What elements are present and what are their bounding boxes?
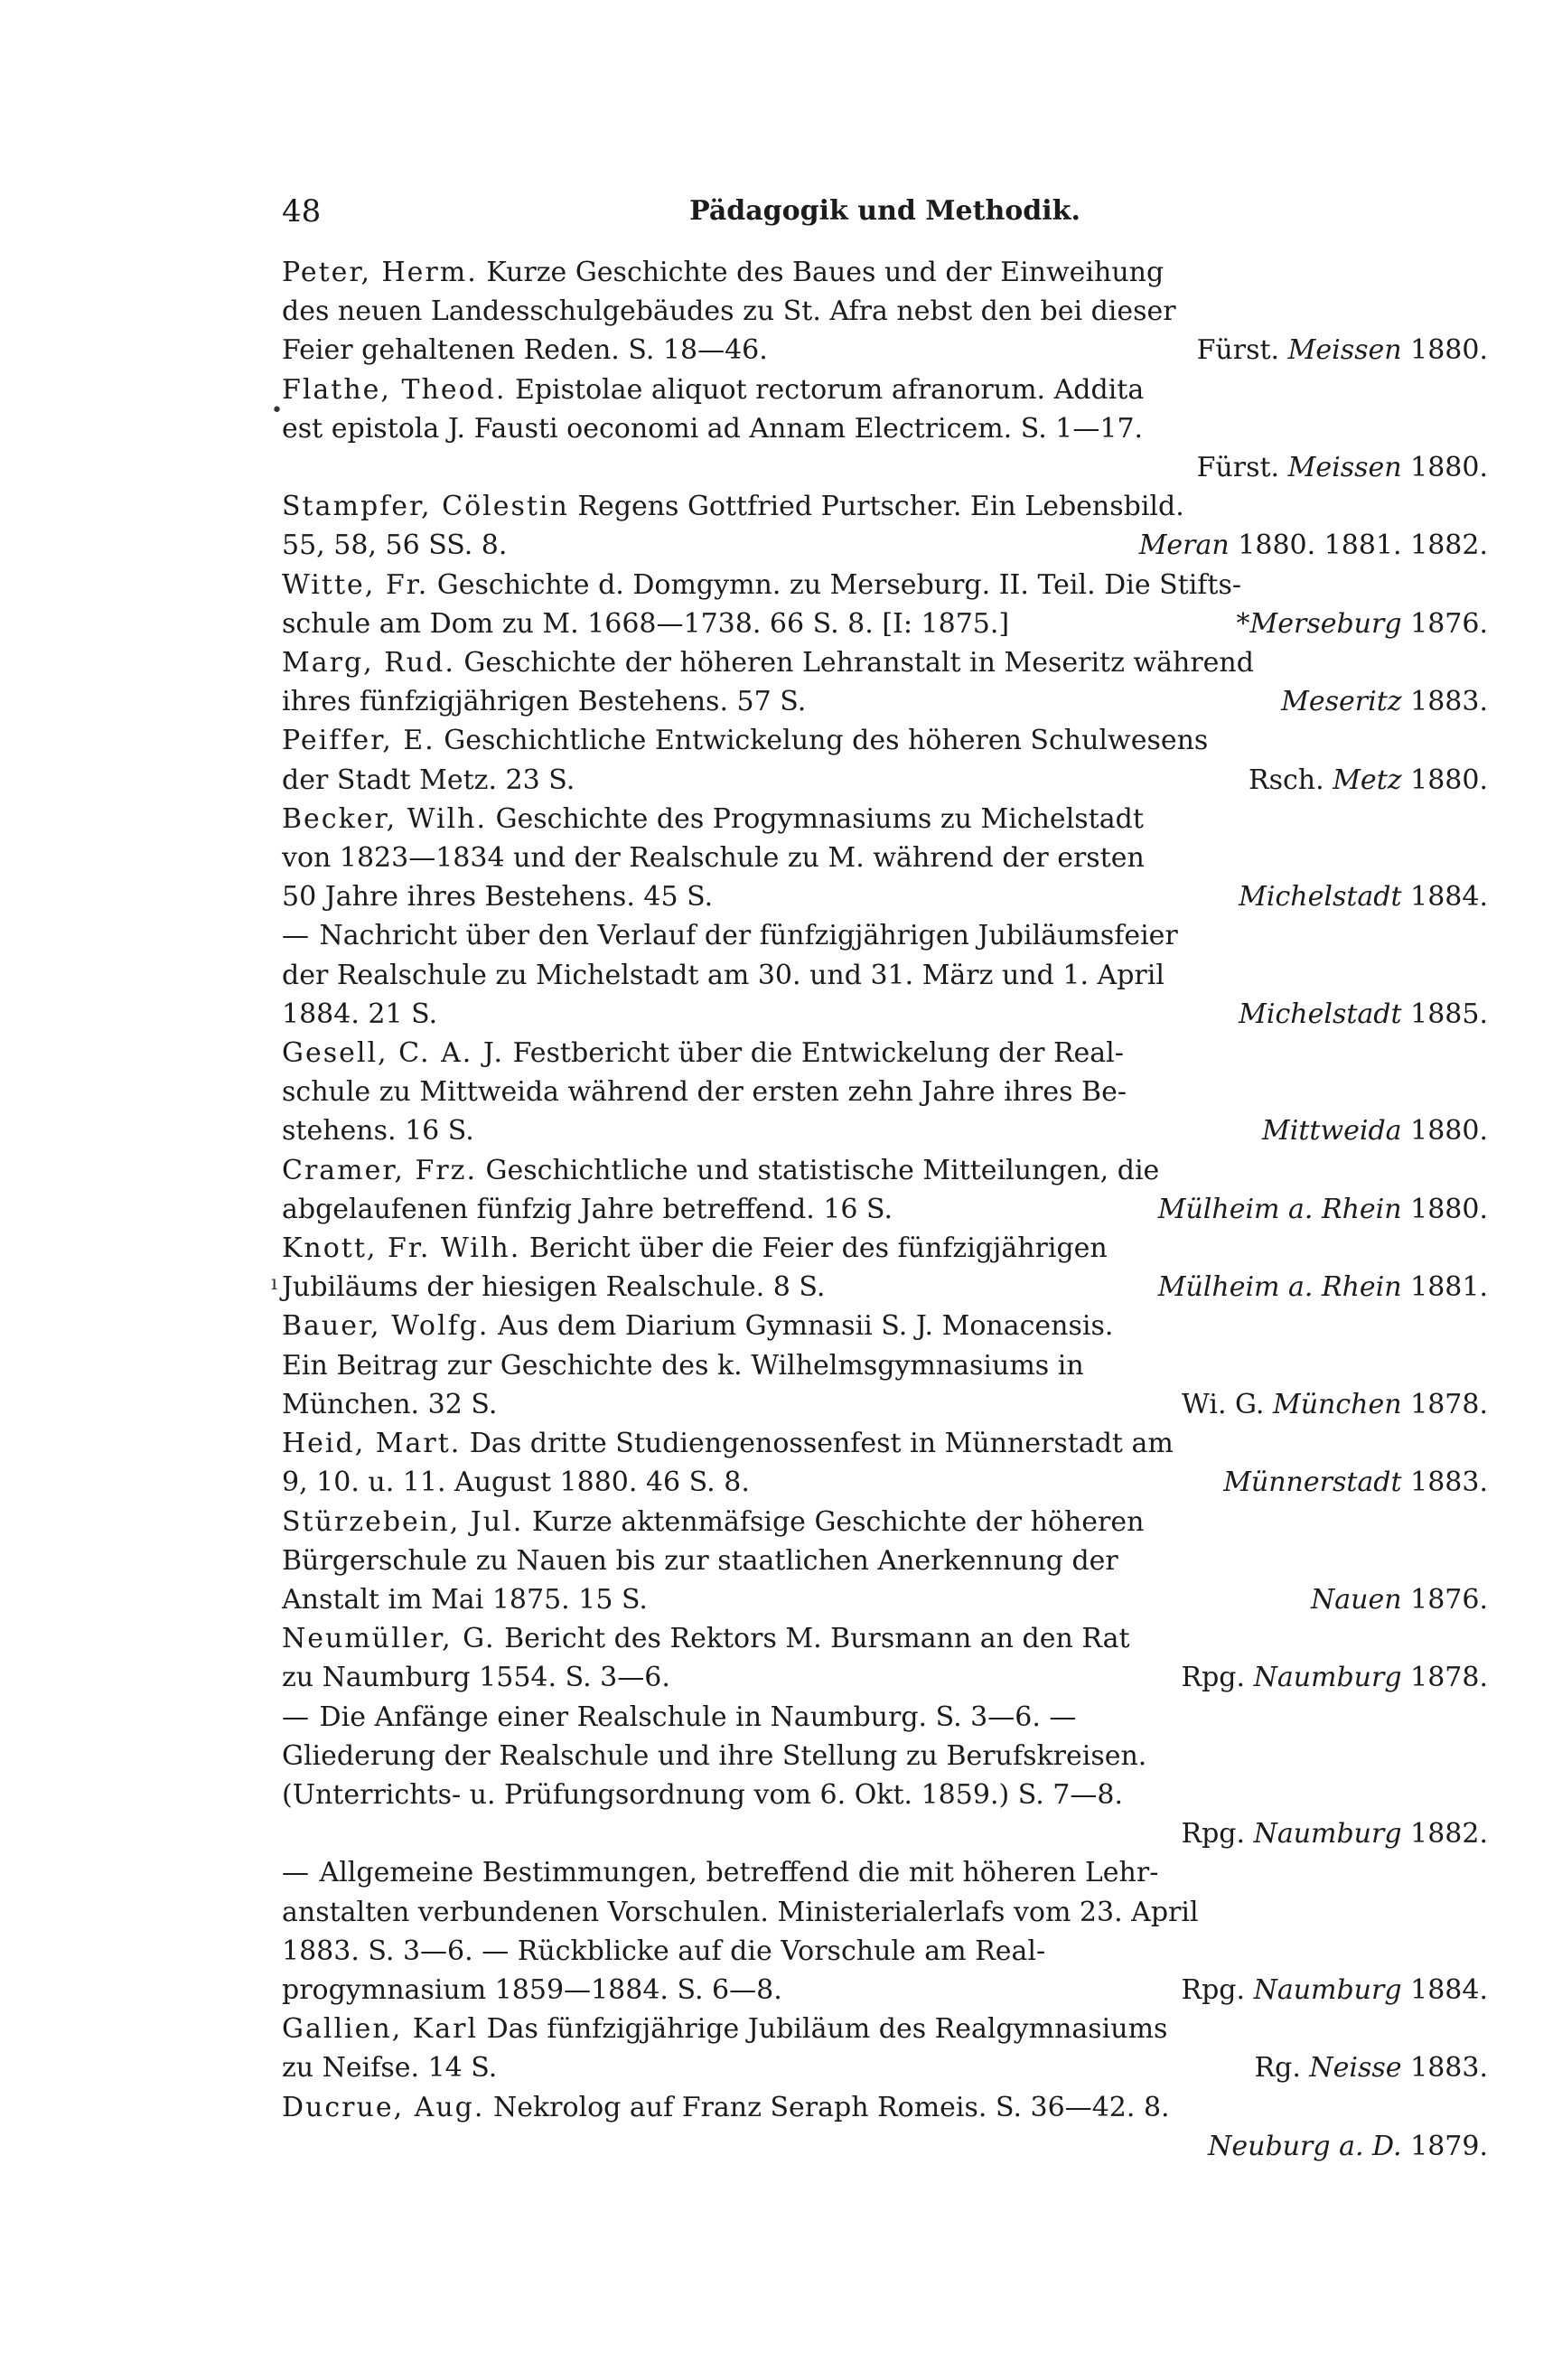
- entry-place: Michelstadt: [1239, 881, 1402, 914]
- entry-place: Mülheim a. Rhein: [1157, 1271, 1402, 1304]
- entry-imprint: [1254, 2048, 1488, 2087]
- entry-first-line: [282, 721, 1488, 760]
- entry-year: 1878.: [1410, 1388, 1488, 1420]
- entry-place: Mittweida: [1262, 1115, 1402, 1148]
- entry-collation: abgelaufenen fünfzig Jahre betreffend. 16 S.: [282, 1193, 893, 1225]
- entry-imprint-line: [282, 761, 1488, 800]
- entry-imprint: [1223, 1463, 1488, 1502]
- entry-imprint: [1181, 1658, 1488, 1697]
- entry-imprint: [1138, 526, 1488, 565]
- entry-author: Peter, Herm.: [282, 257, 478, 288]
- entry-continuation-line: est epistola J. Fausti oeconomi ad Annam Electricem. S. 1—17.: [282, 412, 1144, 445]
- entry-title-start: Das dritte Studiengenossenfest in Münnerstadt am: [469, 1428, 1174, 1460]
- entry-first-line: [282, 1151, 1488, 1190]
- entry-title-start: Geschichtliche und statistische Mitteilungen, die: [485, 1154, 1160, 1186]
- entry-imprint: [1157, 1190, 1488, 1229]
- entry-imprint-line: [336, 2127, 1488, 2166]
- entry-place: *Merseburg: [1236, 607, 1402, 640]
- entry-continuation-line: Ein Beitrag zur Geschichte des k. Wilhelmsgymnasiums in: [282, 1349, 1084, 1382]
- entry-collation: Jubiläums der hiesigen Realschule. 8 S.: [282, 1271, 826, 1304]
- entry-collation: zu Neifse. 14 S.: [282, 2052, 498, 2085]
- entry-school-type: Fürst.: [1196, 452, 1280, 484]
- entry-collation: Feier gehaltenen Reden. S. 18—46.: [282, 334, 768, 367]
- entry-continuation-line: der Realschule zu Michelstadt am 30. und 31. März und 1. April: [282, 959, 1164, 991]
- entry-title-start: Geschichte d. Domgymn. zu Merseburg. II. Teil. Die Stifts-: [436, 568, 1241, 601]
- bibliography-entry: [282, 1307, 1488, 1424]
- entry-place: Neuburg a. D.: [1208, 2130, 1402, 2162]
- entry-first-line: [282, 1619, 1488, 1658]
- entry-school-type: Rpg.: [1181, 1973, 1246, 2006]
- entry-imprint-line: [282, 995, 1488, 1034]
- entry-title-start: Die Anfänge einer Realschule in Naumburg. S. 3—6. —: [319, 1701, 1077, 1733]
- entry-imprint: [1249, 761, 1488, 800]
- entry-continuation-line: 1883. S. 3—6. — Rückblicke auf die Vorschule am Real-: [282, 1935, 1046, 1967]
- entry-imprint-line: [336, 1814, 1488, 1853]
- entry-place: Mülheim a. Rhein: [1157, 1193, 1402, 1225]
- entry-year: 1884.: [1410, 1973, 1488, 2006]
- entry-year: 1880.: [1410, 764, 1488, 796]
- entry-school-type: Wi. G.: [1182, 1388, 1265, 1420]
- bibliography-entry: [282, 916, 1488, 1034]
- bibliography-entry: [282, 253, 1488, 370]
- entry-year: 1883.: [1410, 686, 1488, 718]
- entry-title-start: Aus dem Diarium Gymnasii S. J. Monacensis.: [497, 1310, 1114, 1343]
- entry-first-line: [282, 1229, 1488, 1268]
- entry-continuation-line: anstalten verbundenen Vorschulen. Ministerialerlafs vom 23. April: [282, 1896, 1199, 1928]
- entry-first-line: [282, 1034, 1488, 1073]
- entry-imprint: [1239, 877, 1488, 916]
- entry-title-start: Bericht des Rektors M. Bursmann an den Rat: [504, 1623, 1130, 1655]
- entry-title-start: Nachricht über den Verlauf der fünfzigjährigen Jubiläumsfeier: [319, 920, 1178, 952]
- entry-title-start: Nekrolog auf Franz Seraph Romeis. S. 36—42. 8.: [492, 2091, 1170, 2123]
- entry-title-start: Geschichte des Progymnasiums zu Michelstadt: [495, 802, 1144, 835]
- entry-place: Meseritz: [1281, 686, 1402, 718]
- entry-place: Meissen: [1287, 334, 1402, 367]
- entry-place: Meissen: [1287, 452, 1402, 484]
- entry-first-line: [282, 2088, 1488, 2127]
- entry-title-start: Epistolae aliquot rectorum afranorum. Addita: [514, 373, 1145, 406]
- entry-imprint: [1157, 1268, 1488, 1307]
- entry-title-start: Bericht über die Feier des fünfzigjährigen: [528, 1232, 1108, 1265]
- entry-imprint-line: [282, 1658, 1488, 1697]
- entry-first-line: [282, 643, 1488, 682]
- bibliography-entry: [282, 1698, 1488, 1854]
- bibliography-entry: [282, 643, 1488, 721]
- entry-imprint-line: [282, 2048, 1488, 2087]
- running-title: Pädagogik und Methodik.: [689, 195, 1080, 227]
- entry-first-line: [282, 800, 1488, 839]
- entry-year: 1880.: [1410, 334, 1488, 367]
- bibliography-entry: [282, 1229, 1488, 1307]
- entry-year: 1884.: [1410, 881, 1488, 914]
- bibliography-entry: [282, 370, 1488, 488]
- entry-year: 1880.: [1410, 1115, 1488, 1148]
- entry-year: 1880.: [1410, 452, 1488, 484]
- bibliography-entry: [282, 566, 1488, 643]
- entry-author: Stürzebein, Jul.: [282, 1505, 524, 1538]
- entry-title-start: Allgemeine Bestimmungen, betreffend die mit höheren Lehr-: [319, 1857, 1159, 1889]
- entry-collation: stehens. 16 S.: [282, 1115, 474, 1148]
- entry-author: Cramer, Frz.: [282, 1154, 477, 1186]
- bibliography-entry: [282, 800, 1488, 917]
- entry-first-line: [282, 566, 1488, 604]
- page-header: [282, 186, 1488, 237]
- entry-imprint: [1181, 1818, 1488, 1850]
- bibliography-entry-list: [282, 253, 1488, 2166]
- entry-continuation-line: Bürgerschule zu Nauen bis zur staatlichen Anerkennung der: [282, 1544, 1118, 1577]
- entry-year: 1885.: [1410, 998, 1488, 1030]
- bibliography-entry: [282, 721, 1488, 799]
- entry-continuation-line: von 1823—1834 und der Realschule zu M. während der ersten: [282, 842, 1145, 875]
- entry-author: —: [282, 1701, 311, 1733]
- entry-imprint-line: [282, 1463, 1488, 1502]
- entry-title-start: Geschichte der höheren Lehranstalt in Meseritz während: [463, 647, 1254, 679]
- entry-first-line: [282, 2010, 1488, 2048]
- entry-place: Naumburg: [1253, 1662, 1402, 1694]
- page-number: 48: [282, 193, 322, 230]
- entry-collation: schule am Dom zu M. 1668—1738. 66 S. 8. [I: 1875.]: [282, 607, 1010, 640]
- entry-place: Meran: [1138, 529, 1230, 562]
- entry-year: 1883.: [1410, 1466, 1488, 1499]
- entry-first-line: [282, 487, 1488, 526]
- entry-imprint: [1197, 452, 1488, 483]
- entry-title-start: Geschichtliche Entwickelung des höheren Schulwesens: [444, 725, 1209, 757]
- entry-first-line: [282, 1853, 1488, 1892]
- entry-author: Becker, Wilh.: [282, 802, 488, 835]
- entry-place: Naumburg: [1253, 1818, 1402, 1851]
- bibliography-entry: [282, 1503, 1488, 1620]
- entry-title-start: Festbericht über die Entwickelung der Real-: [512, 1037, 1124, 1070]
- entry-imprint: [1311, 1580, 1488, 1619]
- bibliography-entry: [282, 1034, 1488, 1151]
- entry-first-line: [282, 253, 1488, 292]
- entry-imprint-line: [282, 1971, 1488, 2010]
- entry-title-start: Das fünfzigjährige Jubiläum des Realgymnasiums: [486, 2013, 1168, 2046]
- entry-place: München: [1273, 1388, 1402, 1420]
- entry-first-line: [282, 370, 1488, 409]
- entry-collation: Anstalt im Mai 1875. 15 S.: [282, 1583, 648, 1616]
- entry-imprint: [1239, 995, 1488, 1034]
- entry-continuation-line: Gliederung der Realschule und ihre Stellung zu Berufskreisen.: [282, 1739, 1147, 1772]
- entry-author: Gallien, Karl: [282, 2013, 479, 2046]
- bibliography-entry: [282, 1151, 1488, 1229]
- entry-collation: 1884. 21 S.: [282, 998, 438, 1030]
- entry-imprint: [1281, 682, 1488, 721]
- entry-collation: 9, 10. u. 11. August 1880. 46 S. 8.: [282, 1466, 750, 1499]
- entry-author: Heid, Mart.: [282, 1428, 462, 1460]
- entry-author: Ducrue, Aug.: [282, 2091, 485, 2123]
- bibliography-entry: [282, 1619, 1488, 1697]
- entry-imprint-line: [282, 1190, 1488, 1229]
- entry-author: Marg, Rud.: [282, 647, 455, 679]
- entry-imprint-line: [282, 331, 1488, 370]
- entry-year: 1876.: [1410, 607, 1488, 640]
- entry-first-line: [282, 916, 1488, 955]
- entry-collation: ihres fünfzigjährigen Bestehens. 57 S.: [282, 686, 807, 718]
- entry-first-line: [282, 1698, 1488, 1737]
- entry-imprint: [1182, 1385, 1488, 1424]
- entry-year: 1879.: [1410, 2130, 1488, 2162]
- entry-title-start: Kurze aktenmäfsige Geschichte der höheren: [531, 1505, 1145, 1538]
- entry-imprint-line: [282, 604, 1488, 643]
- entry-continuation-line: (Unterrichts- u. Prüfungsordnung vom 6. Okt. 1859.) S. 7—8.: [282, 1778, 1123, 1811]
- entry-author: Stampfer, Cölestin: [282, 491, 569, 523]
- entry-collation: der Stadt Metz. 23 S.: [282, 764, 575, 796]
- bibliography-entry: [282, 1424, 1488, 1502]
- entry-school-type: Rg.: [1254, 2052, 1301, 2085]
- entry-first-line: [282, 1307, 1488, 1345]
- entry-author: Flathe, Theod.: [282, 373, 507, 406]
- entry-place: Michelstadt: [1239, 998, 1402, 1030]
- entry-imprint: [1236, 604, 1488, 643]
- entry-collation: zu Naumburg 1554. S. 3—6.: [282, 1662, 670, 1694]
- entry-title-start: Kurze Geschichte des Baues und der Einweihung: [486, 257, 1164, 288]
- entry-author: Peiffer, E.: [282, 725, 435, 757]
- entry-school-type: Rpg.: [1181, 1818, 1246, 1851]
- entry-author: Bauer, Wolfg.: [282, 1310, 490, 1343]
- entry-school-type: Rpg.: [1181, 1662, 1246, 1694]
- entry-year: 1881.: [1410, 1271, 1488, 1304]
- entry-collation: 50 Jahre ihres Bestehens. 45 S.: [282, 881, 714, 914]
- entry-place: Nauen: [1311, 1583, 1402, 1616]
- entry-first-line: [282, 1503, 1488, 1541]
- entry-place: Naumburg: [1253, 1973, 1402, 2006]
- entry-imprint-line: [282, 526, 1488, 565]
- entry-author: —: [282, 920, 311, 952]
- entry-continuation-line: des neuen Landesschulgebäudes zu St. Afra nebst den bei dieser: [282, 295, 1176, 328]
- margin-dot-mark: •: [271, 399, 283, 422]
- bibliography-entry: [282, 2088, 1488, 2166]
- entry-imprint: [1181, 1971, 1488, 2010]
- bibliography-entry: [282, 2010, 1488, 2087]
- entry-collation: München. 32 S.: [282, 1388, 498, 1420]
- entry-imprint: [1262, 1111, 1488, 1150]
- entry-school-type: Rsch.: [1249, 764, 1324, 796]
- entry-author: Witte, Fr.: [282, 568, 429, 601]
- entry-collation: progymnasium 1859—1884. S. 6—8.: [282, 1973, 782, 2006]
- bibliography-entry: [282, 1853, 1488, 2010]
- entry-place: Neisse: [1309, 2052, 1402, 2085]
- margin-stroke-mark: ı: [271, 1272, 278, 1295]
- entry-imprint: [1196, 331, 1488, 370]
- entry-collation: 55, 58, 56 SS. 8.: [282, 529, 508, 562]
- entry-continuation-line: schule zu Mittweida während der ersten zehn Jahre ihres Be-: [282, 1076, 1127, 1109]
- entry-imprint: [1208, 2131, 1488, 2162]
- entry-year: 1880.: [1410, 1193, 1488, 1225]
- entry-author: Knott, Fr. Wilh.: [282, 1232, 521, 1265]
- entry-imprint-line: [282, 1385, 1488, 1424]
- entry-year: 1878.: [1410, 1662, 1488, 1694]
- entry-school-type: Fürst.: [1196, 334, 1280, 367]
- entry-year: 1882.: [1410, 1818, 1488, 1851]
- entry-place: Metz: [1333, 764, 1402, 796]
- entry-imprint-line: [336, 448, 1488, 487]
- entry-imprint-line: [282, 877, 1488, 916]
- entry-author: Gesell, C. A. J.: [282, 1037, 505, 1070]
- entry-imprint-line: [282, 1268, 1488, 1307]
- entry-year: 1883.: [1410, 2052, 1488, 2085]
- entry-imprint-line: [282, 1580, 1488, 1619]
- entry-year: 1876.: [1410, 1583, 1488, 1616]
- entry-author: —: [282, 1857, 311, 1889]
- entry-year: 1880. 1881. 1882.: [1238, 529, 1488, 562]
- entry-title-start: Regens Gottfried Purtscher. Ein Lebensbild.: [577, 491, 1184, 523]
- entry-imprint-line: [282, 1111, 1488, 1150]
- entry-author: Neumüller, G.: [282, 1623, 496, 1655]
- bibliography-entry: [282, 487, 1488, 565]
- entry-place: Münnerstadt: [1223, 1466, 1402, 1499]
- entry-imprint-line: [282, 682, 1488, 721]
- entry-first-line: [282, 1424, 1488, 1463]
